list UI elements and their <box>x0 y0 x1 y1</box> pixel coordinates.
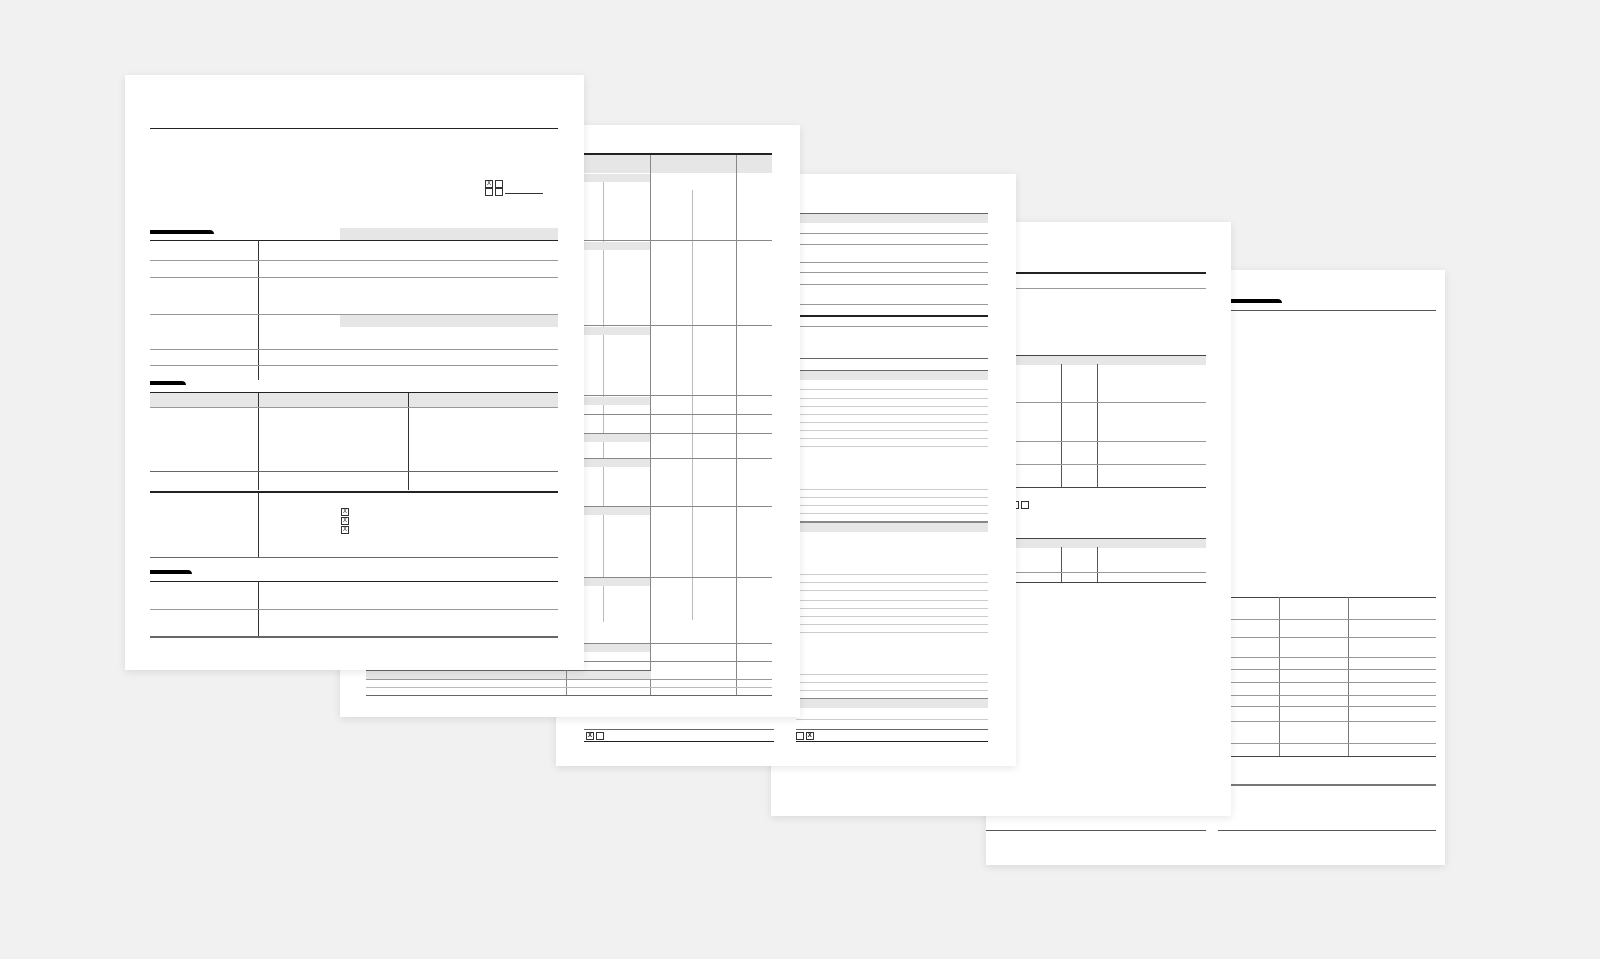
section-heading-projected-payments <box>150 381 186 385</box>
property-taxes-checkbox[interactable]: X <box>342 509 347 515</box>
loan-type-other-field[interactable] <box>505 193 543 194</box>
loan-type-conventional-checkbox[interactable]: X <box>486 181 491 187</box>
to-borrower-checkbox[interactable] <box>596 732 604 740</box>
homeowners-insurance-checkbox[interactable]: X <box>342 518 347 524</box>
section-heading-other-disclosures <box>1226 299 1282 303</box>
cash-to-close-borrower <box>586 732 604 740</box>
section-heading-costs-at-closing <box>150 570 192 574</box>
loan-type-fha-checkbox[interactable] <box>495 180 503 188</box>
page-1-closing-disclosure <box>125 75 584 670</box>
from-borrower-checkbox[interactable]: X <box>587 733 592 739</box>
hoa-dues-checkbox[interactable]: X <box>342 527 347 533</box>
loan-type-va-checkbox[interactable] <box>485 188 493 196</box>
section-heading-loan-terms <box>150 230 214 234</box>
loan-type-other-checkbox[interactable] <box>495 188 503 196</box>
lender-no-escrow-checkbox[interactable] <box>1021 501 1029 509</box>
to-seller-checkbox[interactable]: X <box>807 733 812 739</box>
cash-to-seller <box>796 732 814 740</box>
from-seller-checkbox[interactable] <box>796 732 804 740</box>
